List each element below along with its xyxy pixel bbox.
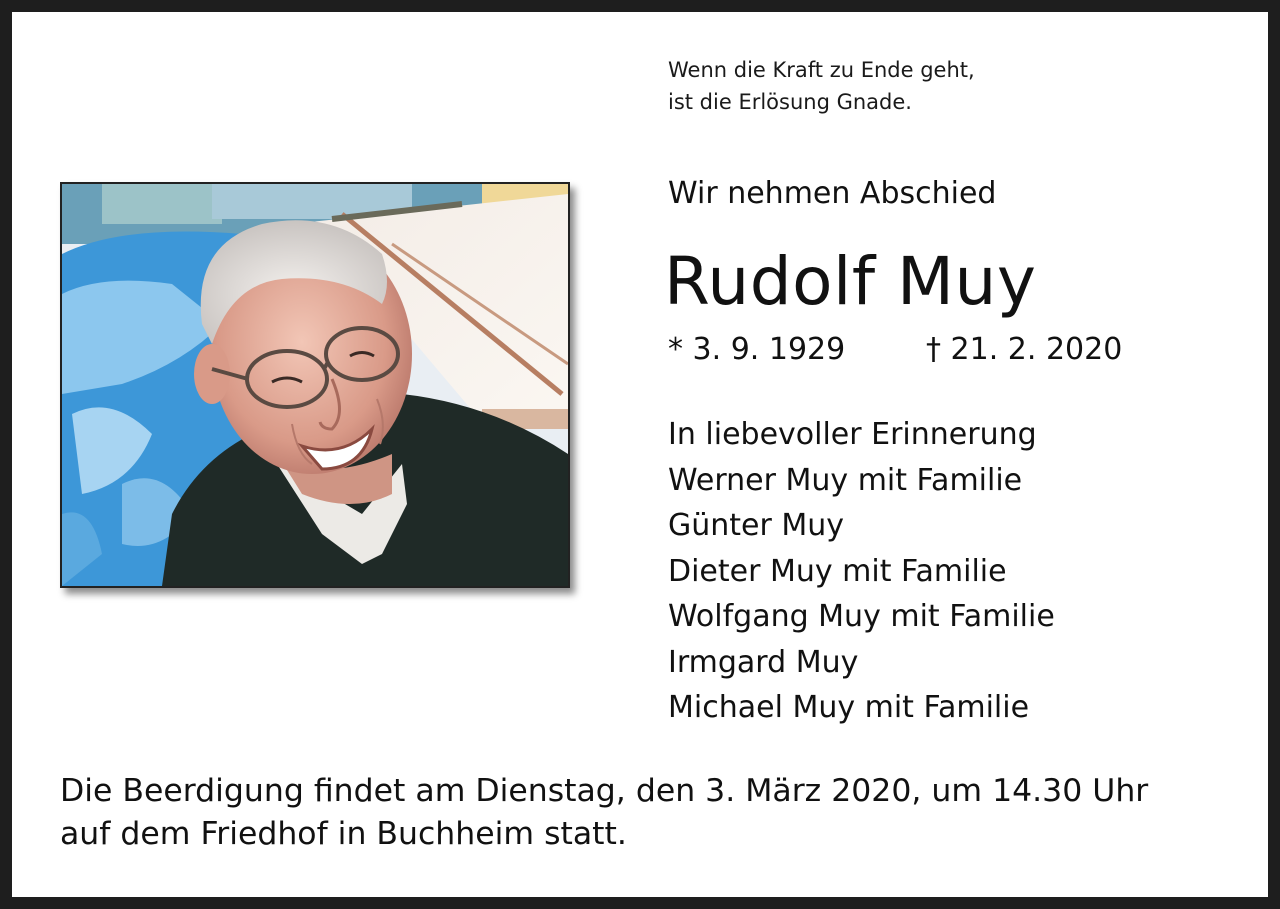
farewell-heading: Wir nehmen Abschied: [668, 176, 997, 211]
mourner-name: Irmgard Muy: [668, 644, 859, 680]
motto-quote: [668, 54, 975, 118]
funeral-line-1: Die Beerdigung findet am Dienstag, den 3. März 2020, um 14.30 Uhr: [60, 773, 1149, 809]
mourner-name: Werner Muy mit Familie: [668, 462, 1023, 498]
mourner-name: Dieter Muy mit Familie: [668, 553, 1007, 589]
portrait-illustration: [62, 184, 568, 586]
mourner-name: Michael Muy mit Familie: [668, 690, 1030, 725]
funeral-line-2: auf dem Friedhof in Buchheim statt.: [60, 816, 627, 852]
mourners-list: [668, 412, 1055, 731]
mourner-name: Günter Muy: [668, 508, 845, 543]
birth-date: * 3. 9. 1929: [668, 332, 846, 367]
portrait-photo: [60, 182, 570, 588]
mourner-name: Wolfgang Muy mit Familie: [668, 599, 1055, 634]
mourners-intro: In liebevoller Erinnerung: [668, 417, 1037, 452]
death-date: † 21. 2. 2020: [926, 332, 1123, 367]
obituary-card: [12, 12, 1268, 897]
deceased-name: Rudolf Muy: [664, 243, 1037, 320]
motto-line-1: Wenn die Kraft zu Ende geht,: [668, 58, 975, 82]
funeral-notice: [60, 770, 1148, 856]
motto-line-2: ist die Erlösung Gnade.: [668, 90, 912, 114]
